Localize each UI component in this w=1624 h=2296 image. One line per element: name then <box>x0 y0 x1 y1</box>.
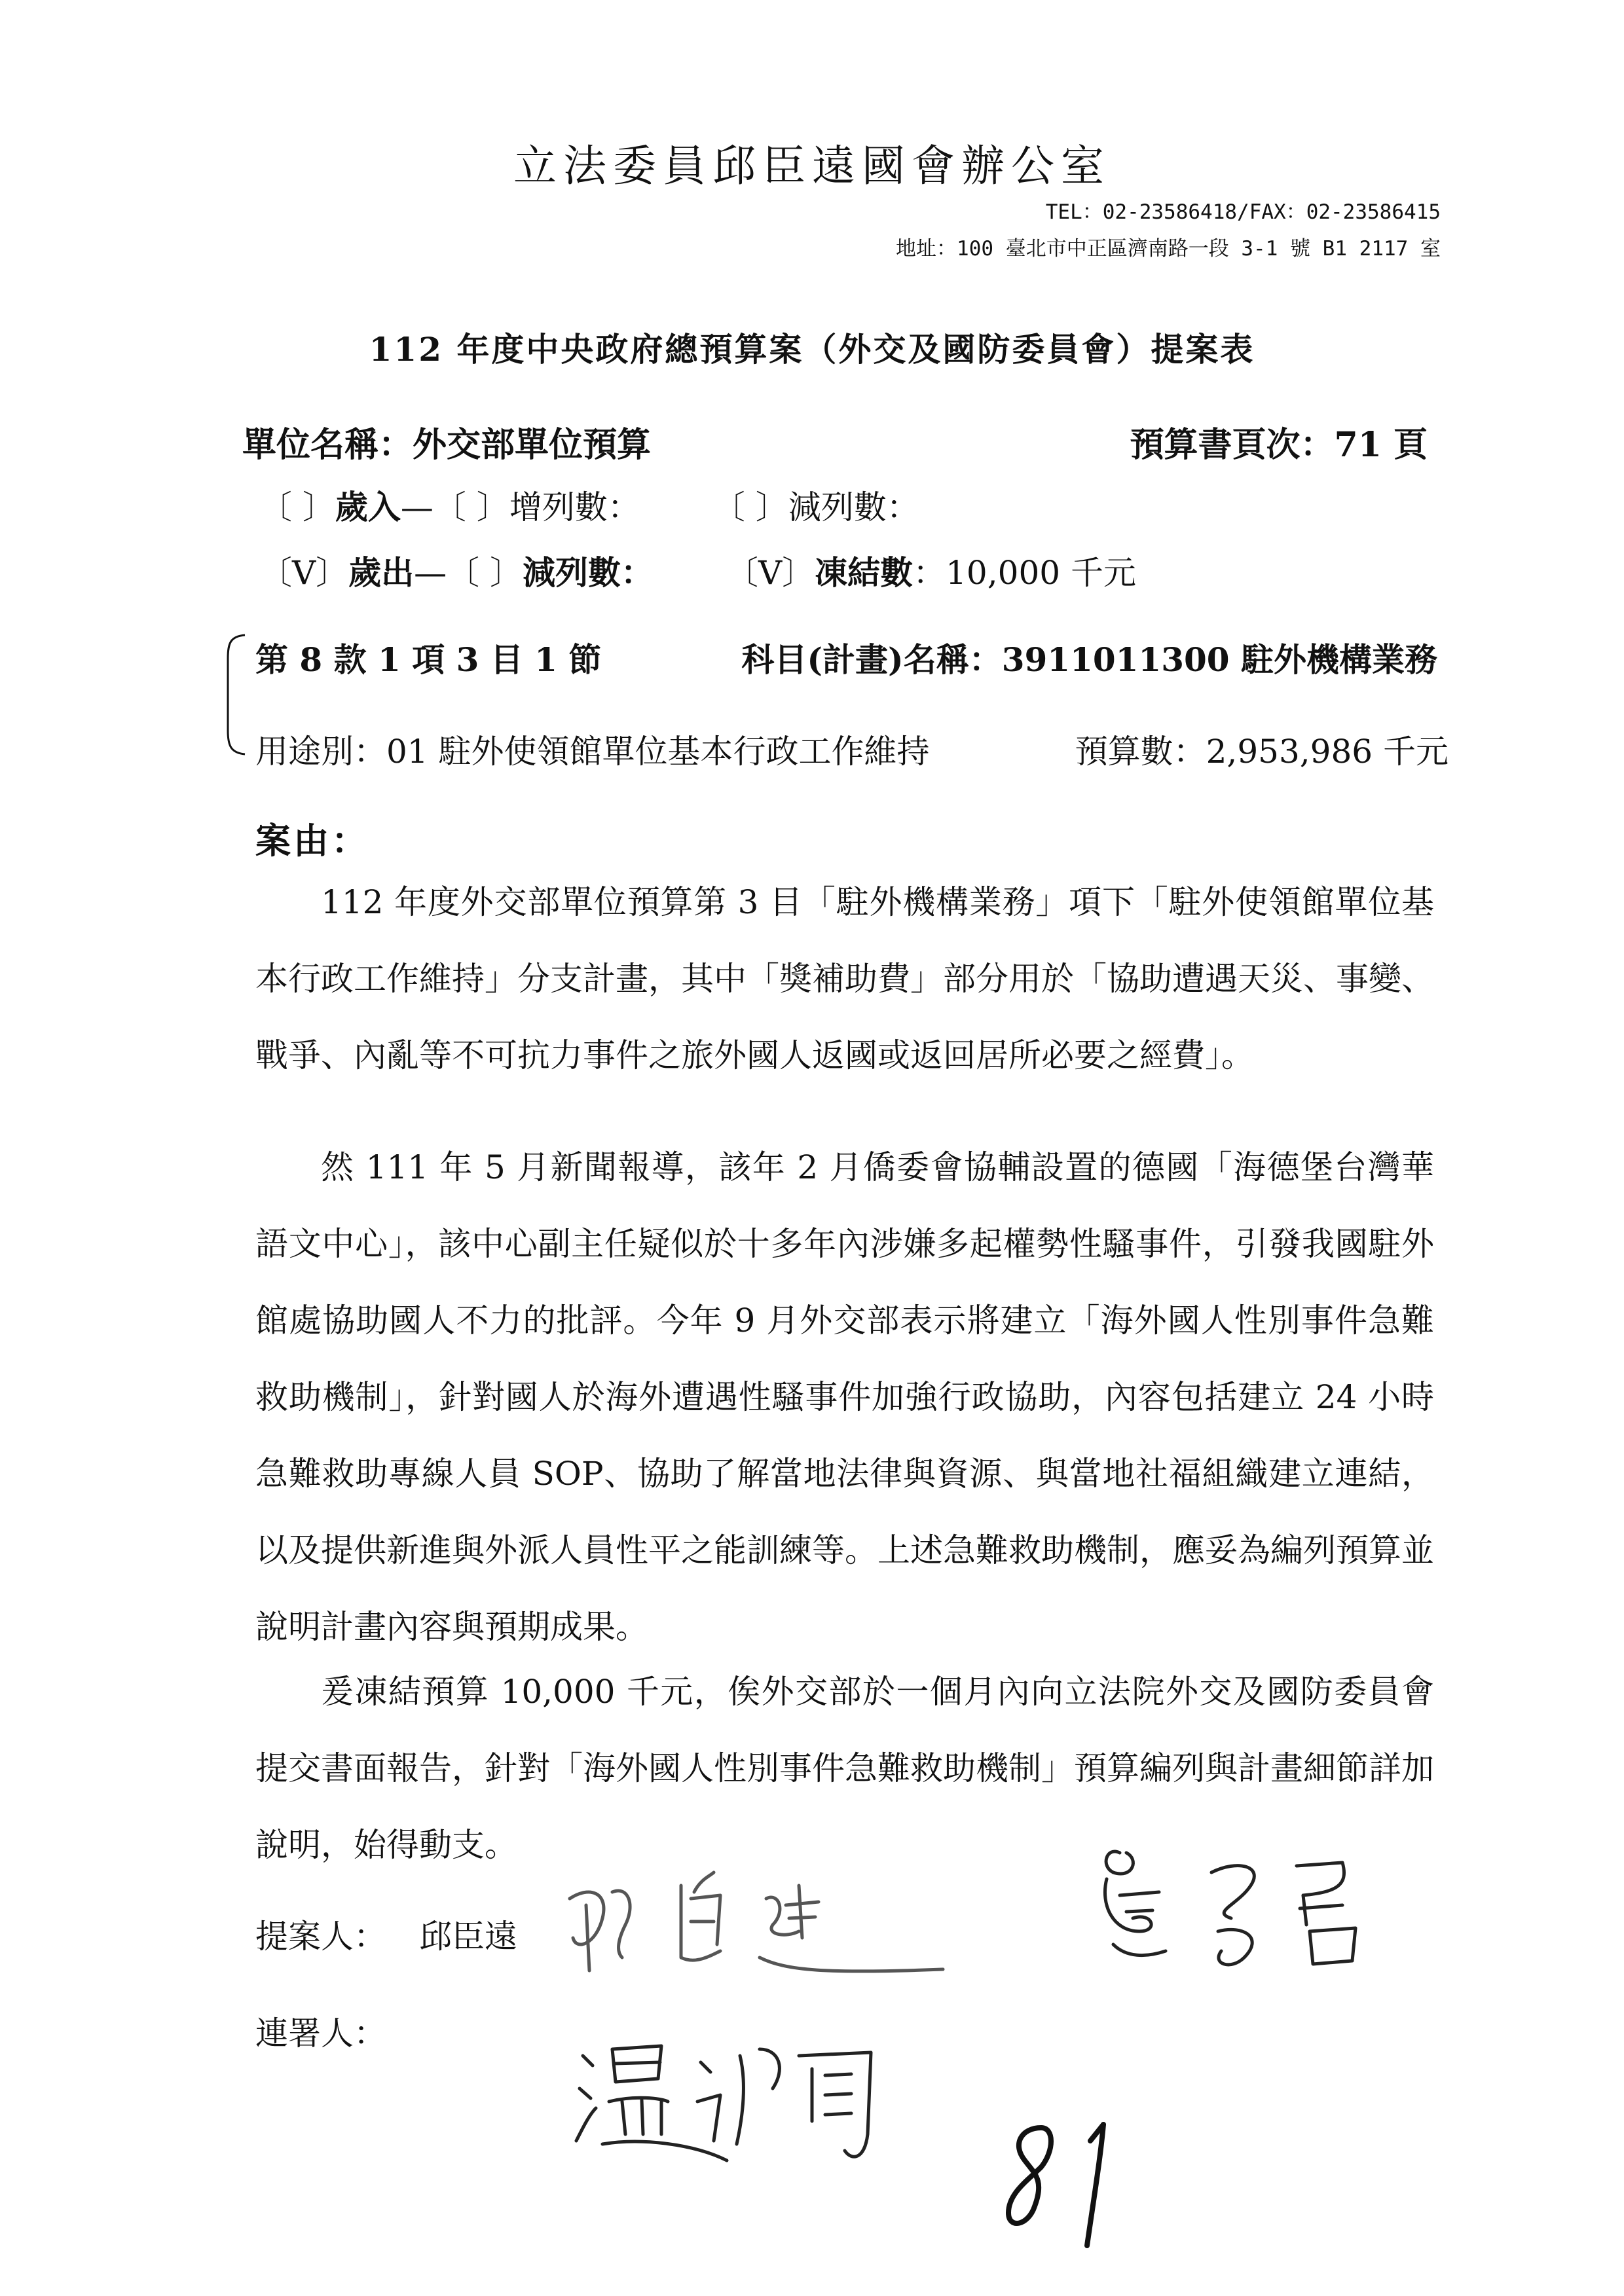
office-address: 地址：100 臺北市中正區濟南路一段 3-1 號 B1 2117 室 <box>896 237 1441 261</box>
office-title: 立法委員邱臣遠國會辦公室 <box>513 141 1111 191</box>
expenditure-decrease-checkbox: 〔 〕 <box>447 554 523 592</box>
tel-fax: TEL：02-23586418/FAX：02-23586415 <box>1045 200 1441 224</box>
bracket-mark <box>221 632 248 757</box>
freeze-checkbox: 〔V〕 <box>726 554 815 592</box>
revenue-row <box>259 481 919 528</box>
proposer-label: 提案人： <box>255 1918 386 1956</box>
revenue-label: 歲入 <box>335 488 401 526</box>
revenue-decrease-checkbox: 〔 〕 <box>712 488 788 526</box>
subject-name: 科目(計畫)名稱：3911011300 駐外機構業務 <box>741 640 1437 679</box>
budget-amount: 預算數：2,953,986 千元 <box>1075 733 1449 771</box>
proposer-name: 邱臣遠 <box>419 1918 517 1956</box>
page-number-handwritten <box>995 2115 1133 2259</box>
revenue-decrease-label: 減列數： <box>788 488 919 526</box>
purpose: 用途別：01 駐外使領館單位基本行政工作維持 <box>255 733 930 771</box>
reason-paragraph-1: 112 年度外交部單位預算第 3 目「駐外機構業務」項下「駐外使領館單位基本行政工作維持」分支計畫，其中「獎補助費」部分用於「協助遭遇天災、事變、戰爭、內亂等不可抗力事件之旅外國人返國或返回居所必要之經費」。 <box>255 883 1434 1074</box>
revenue-increase-checkbox: 〔 〕 <box>433 488 509 526</box>
revenue-checkbox: 〔 〕 <box>259 488 335 526</box>
expenditure-checkbox: 〔V〕 <box>259 554 349 592</box>
reason-paragraph-3: 爰凍結預算 10,000 千元，俟外交部於一個月內向立法院外交及國防委員會提交書面報告，針對「海外國人性別事件急難救助機制」預算編列與計畫細節詳加說明，始得動支。 <box>255 1673 1434 1864</box>
form-title: 112 年度中央政府總預算案（外交及國防委員會）提案表 <box>369 330 1255 369</box>
expenditure-row <box>259 547 1136 594</box>
revenue-dash: — <box>400 488 434 526</box>
reason-paragraph-2: 然 111 年 5 月新聞報導，該年 2 月僑委會協輔設置的德國「海德堡台灣華語文中心」，該中心副主任疑似於十多年內涉嫌多起權勢性騷事件，引發我國駐外館處協助國人不力的批評。今年 9 月外交部表示將建立「海外國人性別事件急難救助機制」，針對國人於海外遭遇性騷事件加強行政協助，內容包括建立 24 小時急難救助專線人員 SOP、協助了解當地法律與資源、與當地社福組織建立連結，以及提供新進與外派人員性平之能訓練等。上述急難救助機制，應妥為編列預算並說明計畫內容與預期成果。 <box>255 1148 1434 1646</box>
signature-cosigner-2 <box>563 2030 904 2187</box>
signature-proposer <box>550 1859 956 2010</box>
signature-cosigner-1 <box>1080 1833 1401 1997</box>
cosigner-label: 連署人： <box>255 2014 386 2052</box>
item-code: 第 8 款 1 項 3 目 1 節 <box>255 640 602 679</box>
budget-page: 預算書頁次：71 頁 <box>1130 425 1428 465</box>
freeze-label: 凍結數 <box>815 553 913 592</box>
expenditure-label: 歲出 <box>348 553 415 592</box>
freeze-value: ：10,000 千元 <box>913 554 1136 592</box>
expenditure-dash: — <box>414 554 447 592</box>
revenue-increase-label: 增列數： <box>509 488 640 526</box>
unit-name: 單位名稱：外交部單位預算 <box>242 425 652 465</box>
expenditure-decrease-label: 減列數： <box>523 553 654 592</box>
reason-heading: 案由： <box>255 820 369 862</box>
